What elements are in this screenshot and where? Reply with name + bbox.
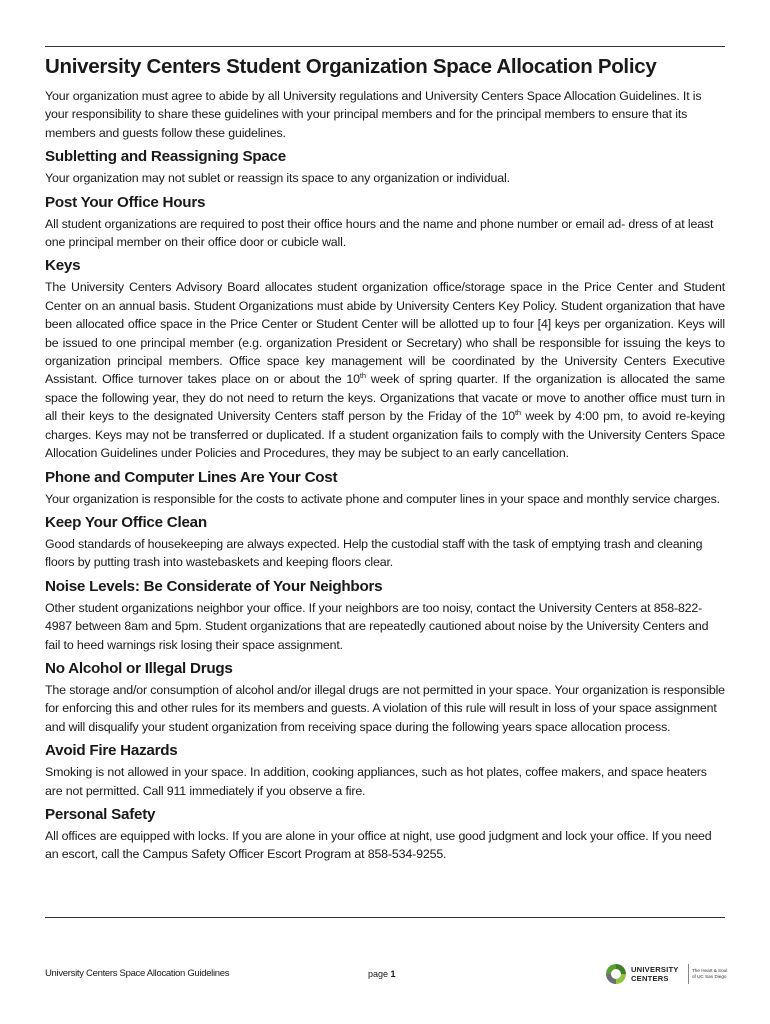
office-hours-body: All student organizations are required to post their office hours and the name and phone number or email ad- dress of at least one principal member on their office door or cubicle wall.	[45, 216, 714, 250]
page-footer	[45, 960, 728, 1000]
safety-body: All offices are equipped with locks. If you are alone in your office at night, use good judgment and lock your office. If you need an escort, call the Campus Safety Officer Escort Program at 858-534-9255.	[45, 828, 712, 862]
office-hours-heading: Post Your Office Hours	[45, 193, 206, 211]
subletting-heading: Subletting and Reassigning Space	[45, 148, 286, 166]
footer-document-name: University Centers Space Allocation Guidelines	[45, 968, 230, 979]
footer-page-number	[368, 969, 396, 979]
keys-body-part2: week of spring quarter. If the organization is allocated the same space the following year, they do not need to return the keys. Organizations that vacate or move to another office must turn in all their keys to the designated University Centers staff person by the Friday of the 10	[45, 372, 725, 424]
keys-ordinal-2: th	[514, 408, 521, 418]
document-title: University Centers Student Organization Space Allocation Policy	[45, 55, 657, 78]
keys-heading: Keys	[45, 257, 81, 275]
logo-tagline	[692, 968, 727, 980]
fire-heading: Avoid Fire Hazards	[45, 742, 178, 760]
clean-body: Good standards of housekeeping are always expected. Help the custodial staff with the task of emptying trash and cleaning floors by putting trash into wastebaskets and keeping floors clear.	[45, 536, 703, 570]
fire-body: Smoking is not allowed in your space. In addition, cooking appliances, such as hot plates, coffee makers, and space heaters are not permitted. Call 911 immediately if you observe a fire.	[45, 765, 707, 798]
logo-tagline-2: of UC San Diego	[692, 974, 727, 979]
logo-wordmark	[631, 965, 679, 983]
logo-line-1: UNIVERSITY	[631, 965, 679, 974]
page-label: page	[368, 969, 389, 979]
noise-body: Other student organizations neighbor your office. If your neighbors are too noisy, contact the University Centers at 858-822-4987 between 8am and 5pm. Student organizations that are repeatedly cautioned about noise by the University Centers and fail to heed warnings risk losing their space assignment.	[45, 600, 709, 652]
keys-ordinal-1: th	[359, 371, 366, 381]
university-centers-logo	[604, 960, 729, 990]
keys-body-part3: week by 4:00 pm, to avoid re-keying charges. Keys may not be transferred or duplicated. If a student organization fails to comply with the University Centers Space Allocation Guidelines under Policies and Procedures, they may be subject to an early cancellation.	[45, 409, 725, 461]
keys-body	[45, 278, 725, 462]
logo-swirl-gray	[606, 974, 616, 984]
logo-swirl-dark	[616, 964, 626, 974]
phone-body: Your organization is responsible for the costs to activate phone and computer lines in your space and monthly service charges.	[45, 491, 720, 506]
logo-tagline-1: The Heart & Soul	[692, 968, 728, 973]
top-divider	[45, 46, 725, 47]
phone-heading: Phone and Computer Lines Are Your Cost	[45, 468, 338, 486]
clean-heading: Keep Your Office Clean	[45, 513, 207, 531]
subletting-body: Your organization may not sublet or reassign its space to any organization or individual.	[45, 171, 510, 186]
page-number: 1	[390, 969, 396, 979]
intro-paragraph: Your organization must agree to abide by all University regulations and University Centers Space Allocation Guidelines. It is your responsibility to share these guidelines with your principal members and for the principal members to ensure that its members and guests follow these guidelines.	[45, 89, 702, 140]
alcohol-body: The storage and/or consumption of alcohol and/or illegal drugs are not permitted in your space. Your organization is responsible for enforcing this and other rules for its members and guests. A violation of this rule will result in loss of your space assignment and will disqualify your student organization from receiving space during the following years space allocation process.	[45, 682, 725, 734]
bottom-divider	[45, 917, 725, 918]
logo-divider	[688, 964, 689, 984]
document-content	[45, 54, 725, 864]
logo-line-2: CENTERS	[631, 974, 669, 983]
safety-heading: Personal Safety	[45, 805, 156, 823]
keys-body-part1: The University Centers Advisory Board allocates student organization office/storage space in the Price Center and Student Center on an annual basis. Student Organizations must abide by University Centers Key Policy. Student organization that have been allocated office space in the Price Center or Student Center will be allotted up to four [4] keys per organization. Keys will be issued to one principal member (e.g. organization President or Secretary) who shall be responsible for issuing the keys to organization principal members. Office space key management will be coordinated by the University Centers Executive Assistant. Office turnover takes place on or about the 10	[45, 280, 725, 387]
noise-heading: Noise Levels: Be Considerate of Your Neighbors	[45, 577, 383, 595]
logo-mark-icon	[604, 962, 628, 986]
alcohol-heading: No Alcohol or Illegal Drugs	[45, 659, 233, 677]
logo-swirl-mid	[606, 964, 616, 974]
logo-swirl-light	[616, 974, 626, 984]
document-page	[45, 0, 728, 1024]
